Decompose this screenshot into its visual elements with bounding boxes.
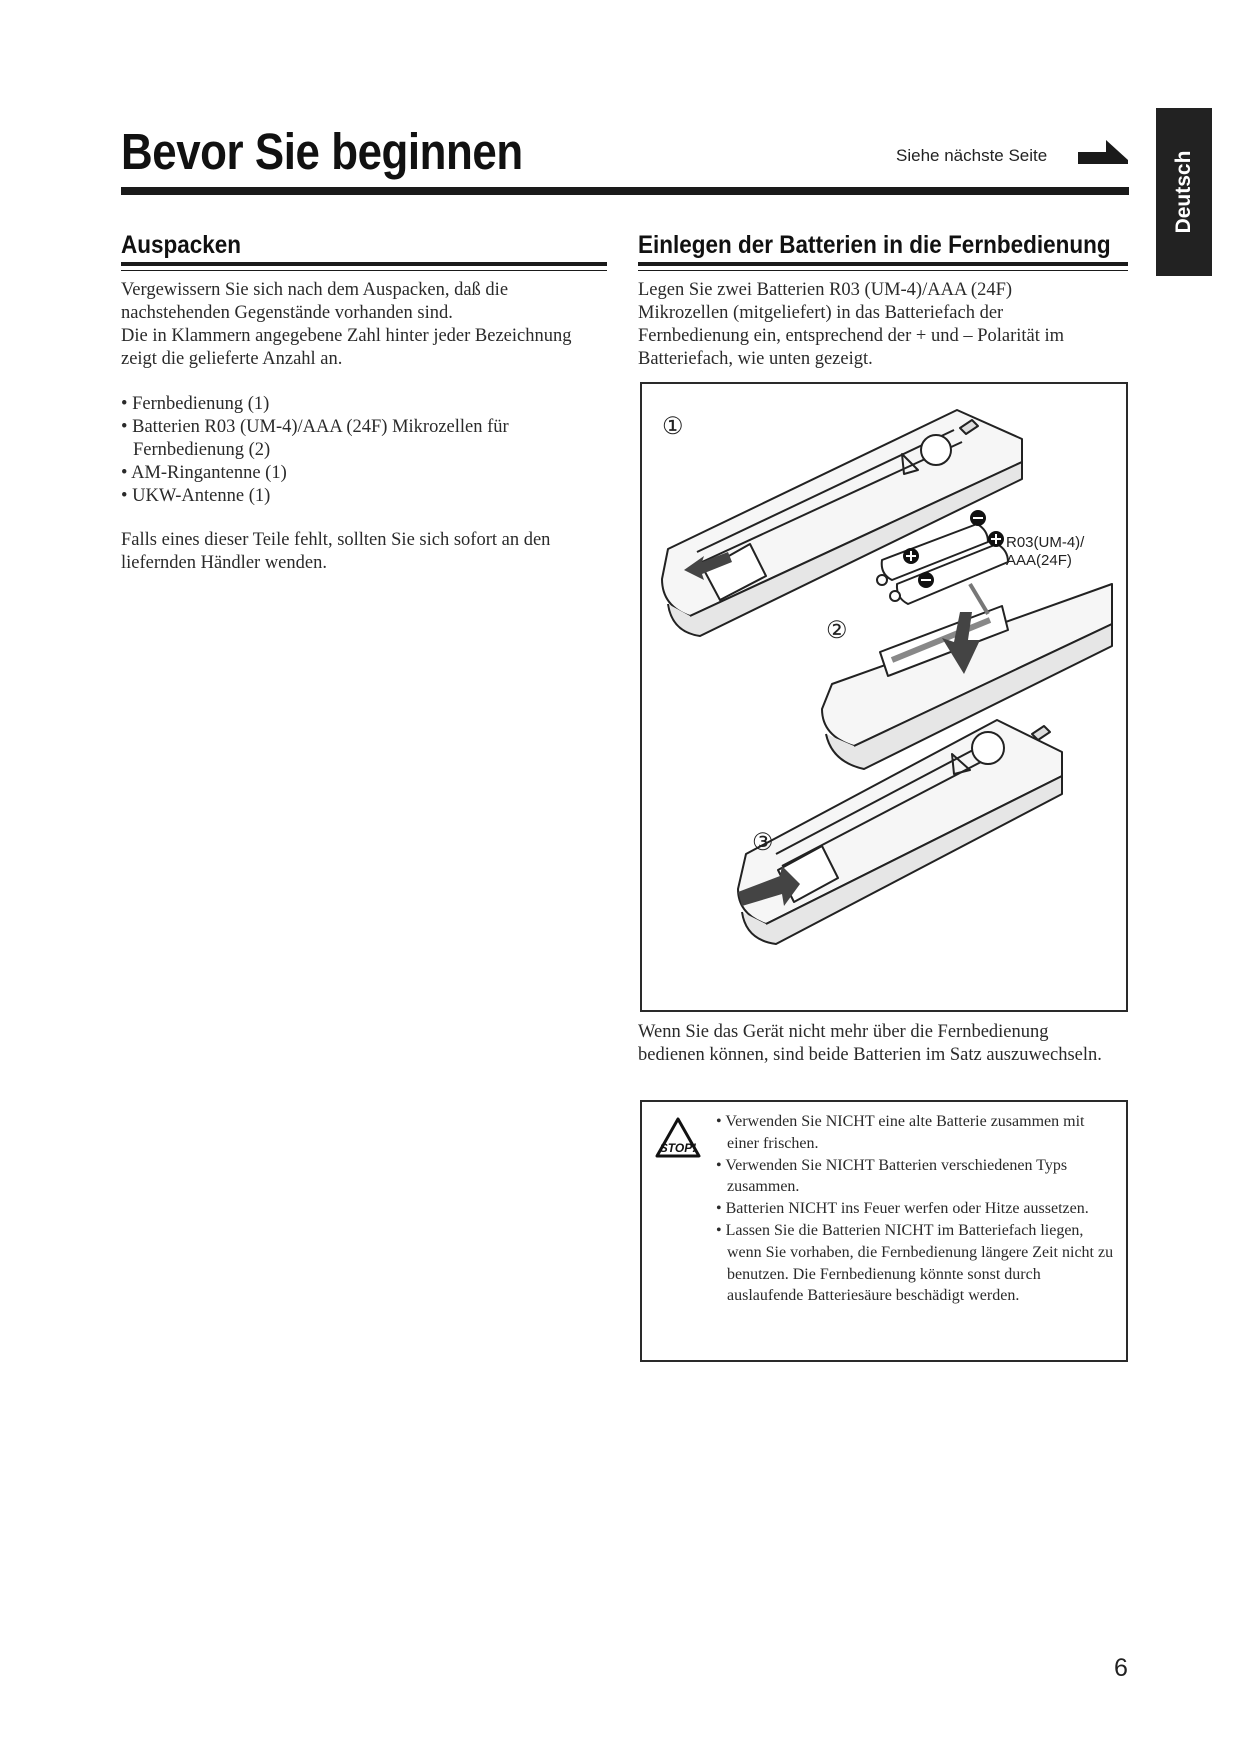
remote-step-3 bbox=[738, 720, 1062, 944]
next-page-hint: Siehe nächste Seite bbox=[896, 146, 1048, 165]
section-heading-auspacken: Auspacken bbox=[121, 231, 242, 259]
battery-installation-figure bbox=[640, 382, 1128, 1012]
warning-item: • Batterien NICHT ins Feuer werfen oder Hitze aussetzen. bbox=[716, 1200, 1089, 1218]
section-rule bbox=[638, 262, 1128, 266]
battery-type-label: R03(UM-4)/ AAA(24F) bbox=[1006, 534, 1085, 569]
title-rule bbox=[121, 187, 1129, 195]
page-number: 6 bbox=[1114, 1654, 1128, 1682]
warning-item: • Verwenden Sie NICHT Batterien verschiedenen Typs zusammen. bbox=[716, 1156, 1068, 1196]
list-item: • UKW-Antenne (1) bbox=[121, 486, 271, 506]
stop-warning-icon bbox=[654, 1116, 702, 1160]
section-heading-batteries: Einlegen der Batterien in die Fernbedienung bbox=[638, 231, 1111, 259]
section-rule-thin bbox=[121, 270, 607, 271]
language-tab: Deutsch bbox=[1156, 108, 1212, 276]
warning-item: • Verwenden Sie NICHT eine alte Batterie zusammen mit einer frischen. bbox=[716, 1113, 1085, 1152]
list-item: • Batterien R03 (UM-4)/AAA (24F) Mikrozellen für Fernbedienung (2) bbox=[121, 417, 509, 460]
warning-list bbox=[709, 1111, 1119, 1307]
warning-box bbox=[640, 1100, 1128, 1362]
section-rule-thin bbox=[638, 270, 1128, 271]
remote-control-illustration bbox=[642, 384, 1126, 1010]
contents-list bbox=[121, 393, 611, 508]
batteries-intro: Legen Sie zwei Batterien R03 (UM-4)/AAA (24F) Mikrozellen (mitgeliefert) in das Batteriefach der Fernbedienung ein, entsprechend der + und – Polarität im Batteriefach, wie unten gezeigt. bbox=[638, 280, 1065, 369]
right-arrow-icon bbox=[1078, 140, 1130, 166]
replace-note: Wenn Sie das Gerät nicht mehr über die Fernbedienung bedienen können, sind beide Batterien im Satz auszuwechseln. bbox=[638, 1022, 1102, 1065]
step-3-marker: ③ bbox=[752, 829, 774, 856]
remote-step-1 bbox=[662, 410, 1022, 636]
list-item: • AM-Ringantenne (1) bbox=[121, 463, 287, 483]
svg-text:STOP!: STOP! bbox=[659, 1141, 697, 1155]
step-1-marker: ① bbox=[662, 413, 684, 440]
section-rule bbox=[121, 262, 607, 266]
unpacking-intro: Vergewissern Sie sich nach dem Auspacken, daß die nachstehenden Gegenstände vorhanden sind. Die in Klammern angegebene Zahl hinter jeder Bezeichnung zeigt die gelieferte Anzahl an. bbox=[121, 280, 572, 369]
missing-note: Falls eines dieser Teile fehlt, sollten Sie sich sofort an den liefernden Händler wenden. bbox=[121, 530, 551, 573]
page-title: Bevor Sie beginnen bbox=[121, 123, 523, 180]
warning-item: • Lassen Sie die Batterien NICHT im Batteriefach liegen, wenn Sie vorhaben, die Fernbedienung längere Zeit nicht zu benutzen. Die Fernbedienung könnte sonst durch auslaufende Batteriesäure beschädigt werden. bbox=[716, 1221, 1114, 1305]
list-item: • Fernbedienung (1) bbox=[121, 394, 270, 414]
step-2-marker: ② bbox=[826, 617, 848, 644]
